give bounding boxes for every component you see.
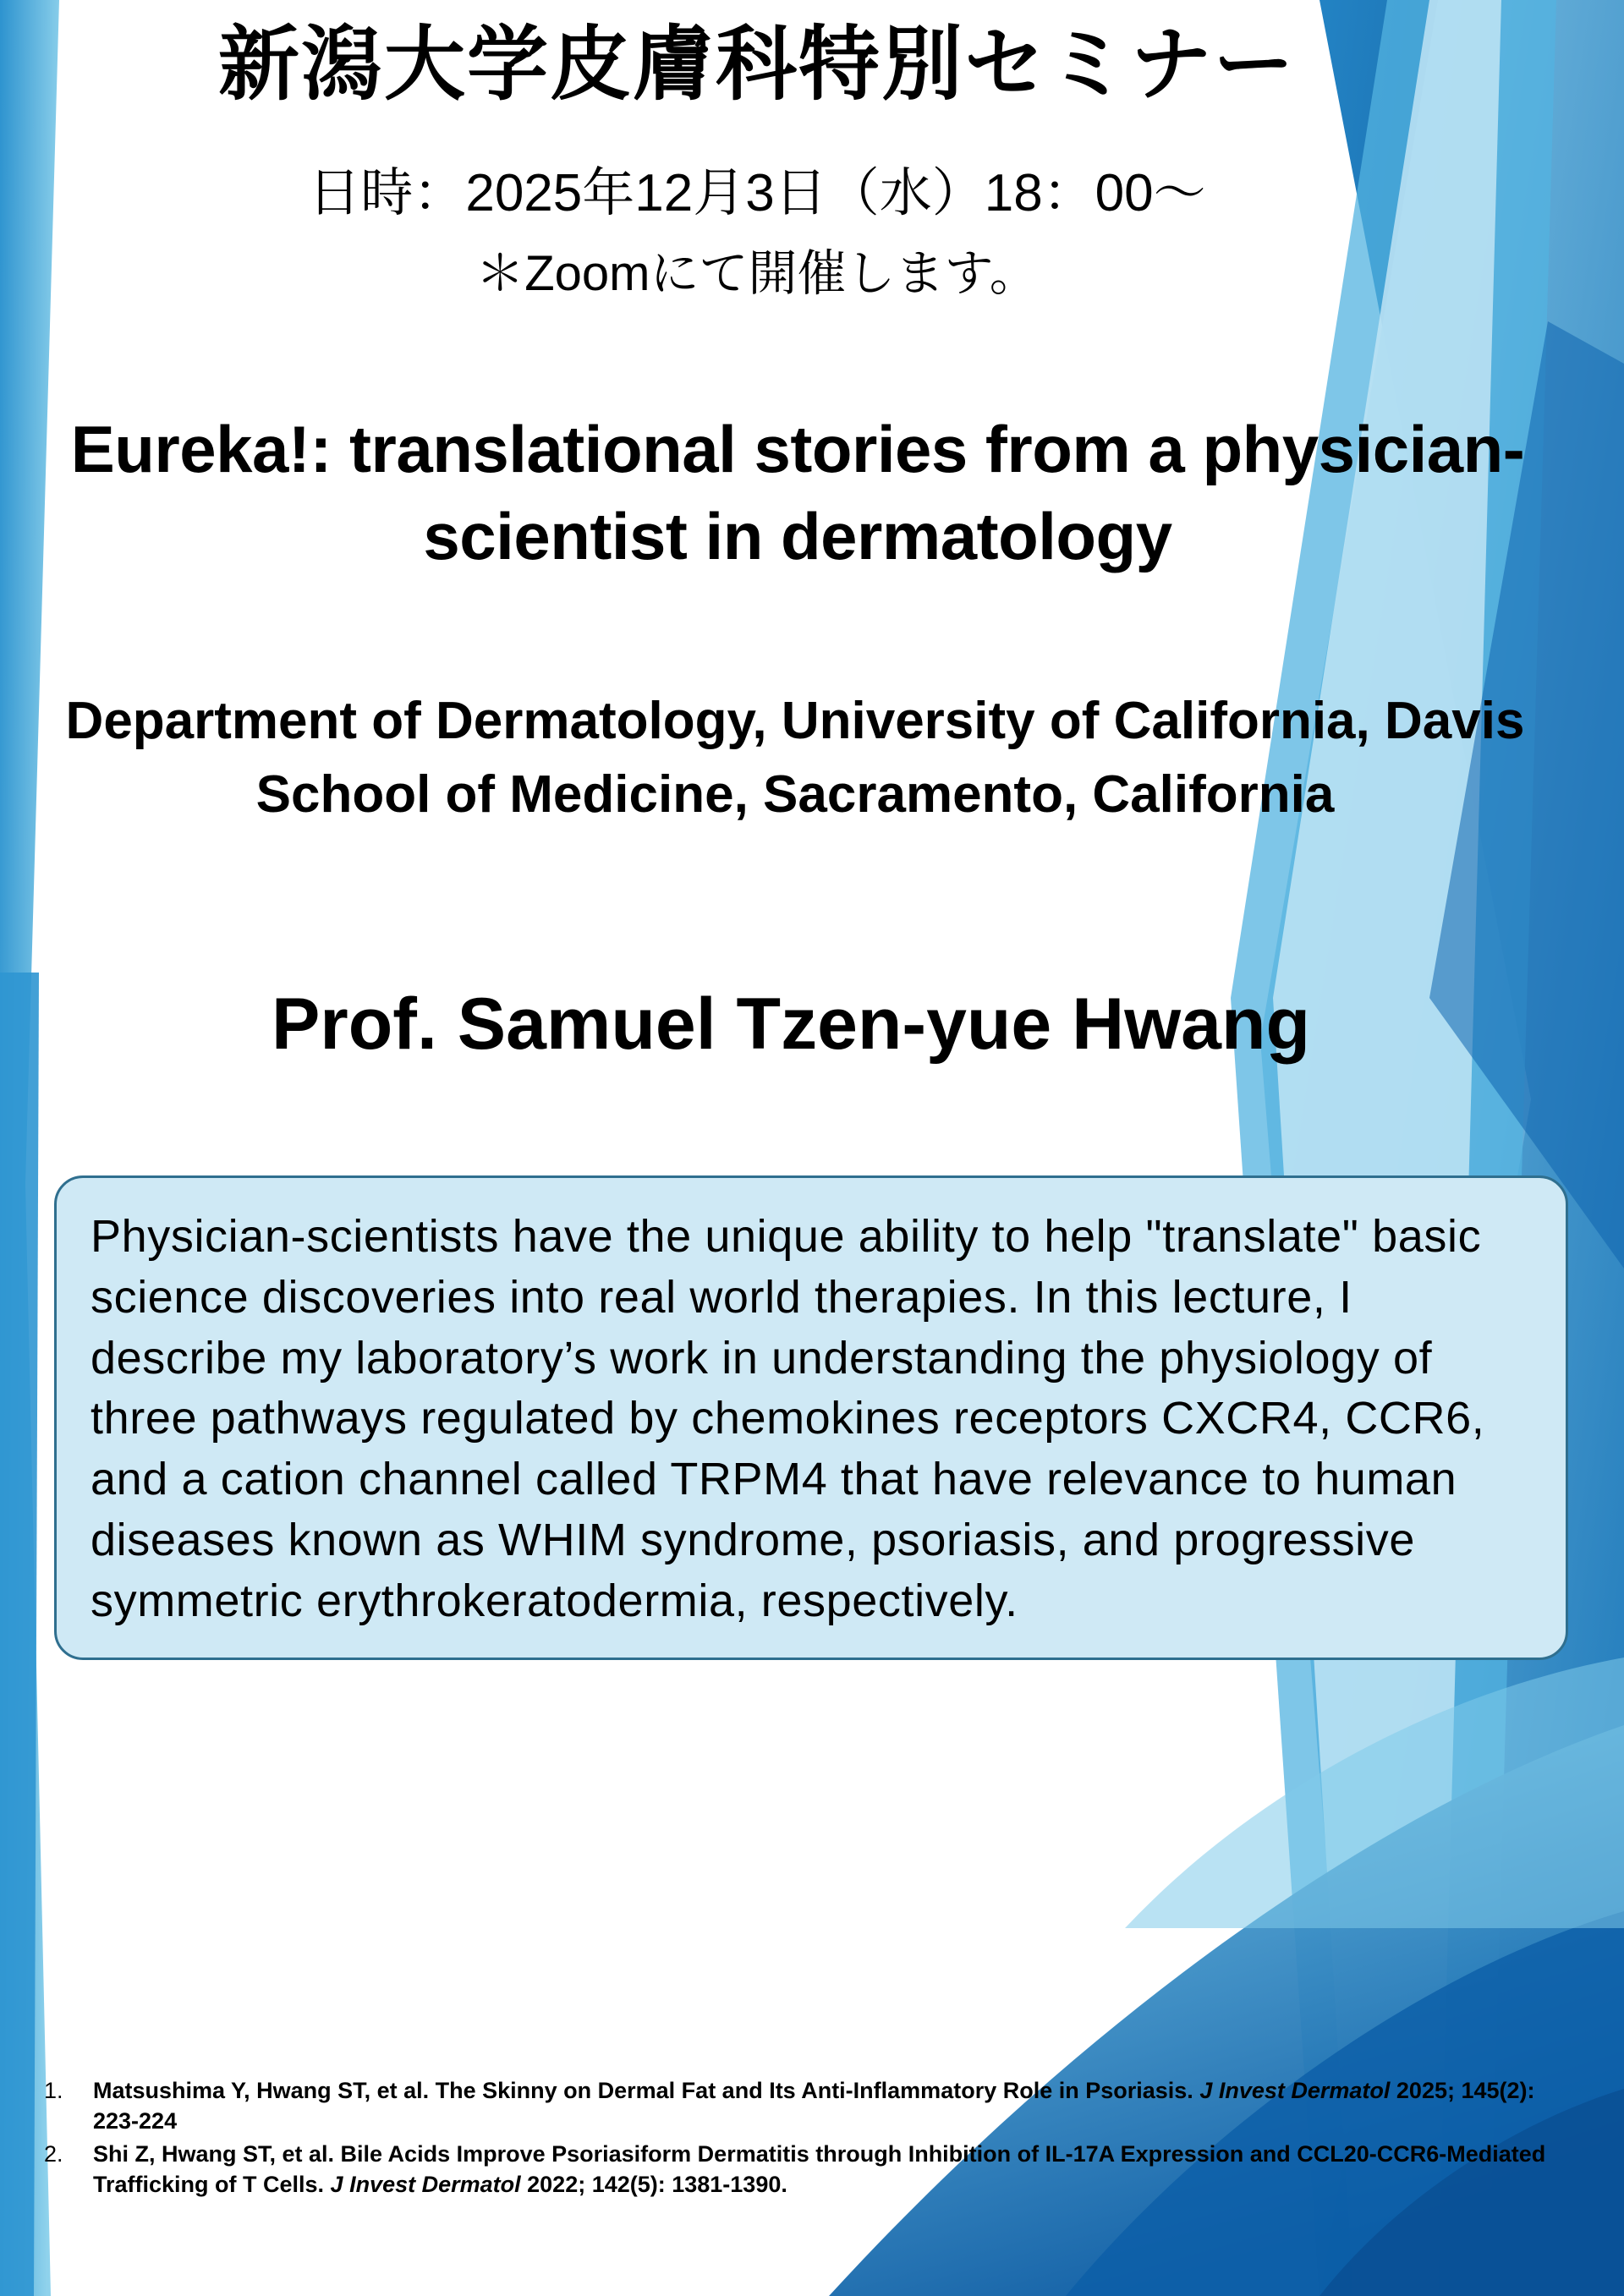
reference-pre: Matsushima Y, Hwang ST, et al. The Skinny on Dermal Fat and Its Anti-Inflammatory Role in Psoriasis. <box>93 2078 1200 2103</box>
reference-number: 2. <box>44 2141 63 2167</box>
reference-post: 2025; 145(2): 223-224 <box>93 2078 1535 2134</box>
abstract-box <box>54 1175 1568 1660</box>
reference-journal: J Invest Dermatol <box>1199 2078 1391 2103</box>
reference-number: 1. <box>44 2078 63 2103</box>
speaker-affiliation: Department of Dermatology, University of California, Davis School of Medicine, Sacramento, California <box>65 692 1525 824</box>
list-item <box>44 2076 1575 2136</box>
reference-text <box>93 2076 1575 2136</box>
reference-text <box>93 2140 1575 2200</box>
reference-pre: Shi Z, Hwang ST, et al. Bile Acids Improve Psoriasiform Dermatitis through Inhibition of IL-17A Expression and CCL20-CCR6-Mediated Trafficking of T Cells. <box>93 2141 1546 2197</box>
reference-journal: J Invest Dermatol <box>330 2171 521 2197</box>
page-title: 新潟大学皮膚科特別セミナー <box>218 19 1296 110</box>
event-datetime: 日時：2025年12月3日（水）18：00〜 <box>308 164 1206 222</box>
speaker-name: Prof. Samuel Tzen-yue Hwang <box>271 984 1311 1065</box>
event-note: ＊Zoomにて開催します。 <box>475 246 1039 301</box>
reference-list <box>44 2076 1575 2204</box>
list-item <box>44 2140 1575 2200</box>
lecture-title: Eureka!: translational stories from a physician-scientist in dermatology <box>70 412 1525 573</box>
abstract-text: Physician-scientists have the unique ability to help "translate" basic science discoveries into real world therapies. In this lecture, I describe my laboratory’s work in understanding the physiology of three pathways regulated by chemokines receptors CXCR4, CCR6, and a cation channel called TRPM4 that have relevance to human diseases known as WHIM syndrome, psoriasis, and progressive symmetric erythrokeratodermia, respectively. <box>91 1211 1498 1626</box>
reference-post: 2022; 142(5): 1381-1390. <box>520 2171 787 2197</box>
